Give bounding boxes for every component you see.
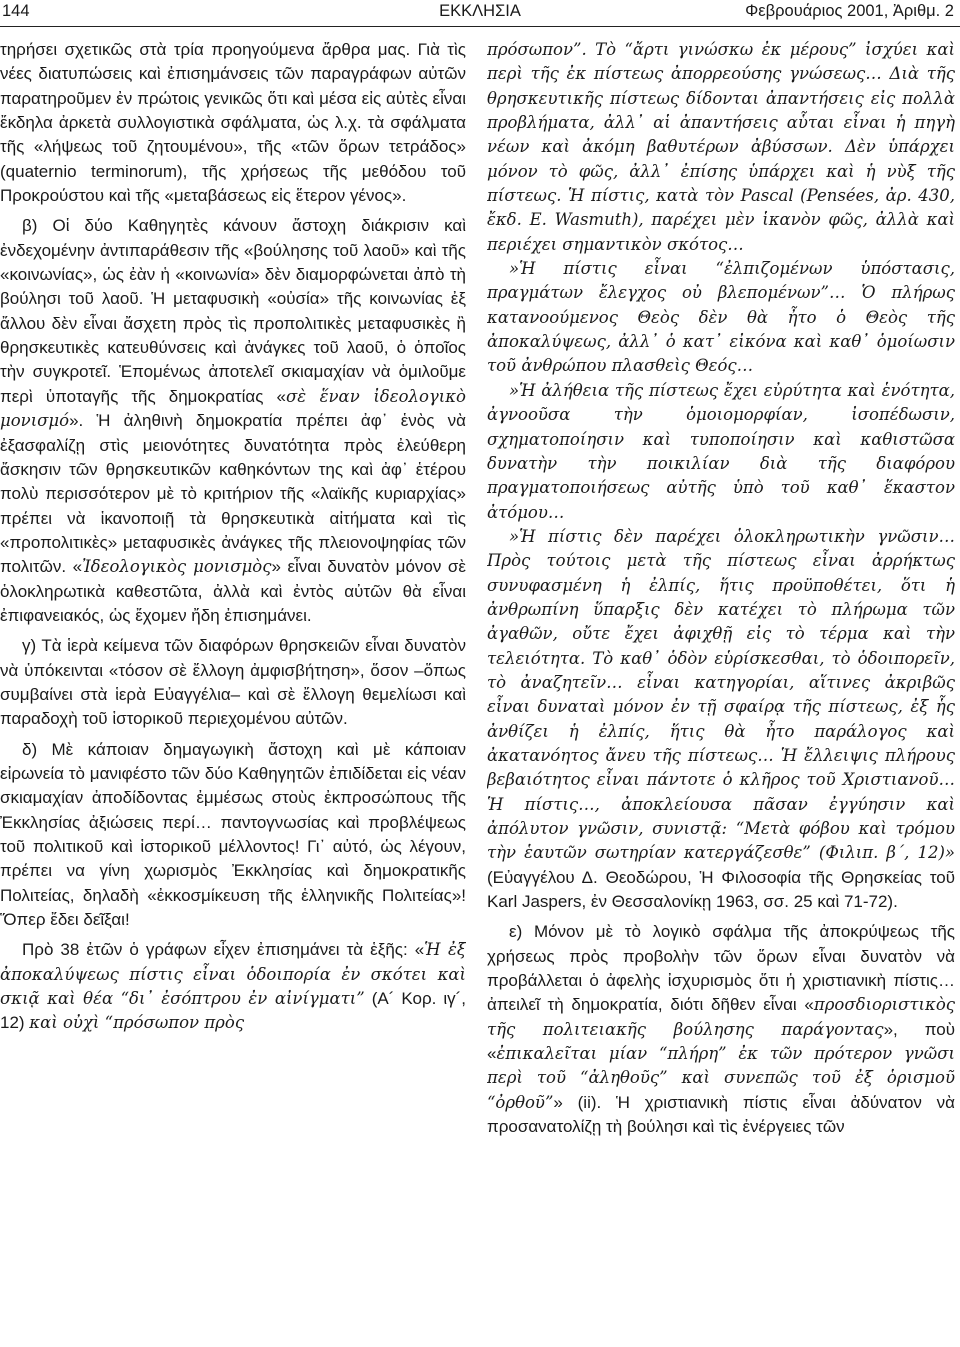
quote-paragraph: »Ἡ πίστις δὲν παρέχει ὁλοκληρωτικὴν γνῶσιν… Πρὸς τούτοις μετὰ τῆς πίστεως εἶναι ἀρρήκτως συνυφασμένη ἡ ἐλπίς, ἥτις προϋποθέτει, ὅτι ἡ ἀνθρωπίνη ὕπαρξις δὲν κατέχει τὸ πλήρωμα τῶν ἀγαθῶν, οὔτε ἔχει ἀφιχθῇ εἰς τὸ τέρμα καὶ τὴν τελειότητα. Τὸ καθ᾽ ὁδὸν εὑρίσκεσθαι, τὸ ὁδοιπορεῖν, τὸ ἀναζητεῖν… εἶναι κατηγορίαι, αἵτινες ἀκριβῶς εἶναι δυναταὶ μόνον ἐν τῇ σφαίρᾳ τῆς πίστεως, ἐξ ἧς ἀνθίζει ἡ ἐλπίς, ἥτις θὰ ἦτο παράλογος καὶ ἀκατανόητος ἄνευ τῆς πίστεως… Ἡ ἔλλειψις πλήρους βεβαιότητος εἶναι πάντοτε ὁ κλῆρος τοῦ Χριστιανοῦ… Ἡ πίστις…, ἀποκλείουσα πᾶσαν ἐγγύησιν καὶ ἀπόλυτον γνῶσιν, συνιστᾷ: “Μετὰ φόβου καὶ τρόμου τὴν ἑαυτῶν σωτηρίαν κατεργάζεσθε” (Φιλιπ. β´, 12)» (Εὐαγγέλου Δ. Θεοδώρου, Ἡ Φιλοσοφία τῆς Θρησκείας τοῦ Karl Jaspers, ἐν Θεσσαλονίκῃ 1963, σσ. 25 καὶ 71-72). (487, 526, 955, 912)
quote-paragraph: πρόσωπον”. Τὸ “ἄρτι γινώσκω ἐκ μέρους” ἰσχύει καὶ περὶ τῆς ἐκ πίστεως ἀπορρεούσης γνώσεως… Διὰ τῆς θρησκευτικῆς πίστεως δίδονται ἀπαντήσεις εἰς πολλὰ προβλήματα, ἀλλ᾽ αἱ ἀπαντήσεις αὗται εἶναι ἡ πηγὴ νέων καὶ ἀκόμη βαθυτέρων ἀβύσσων. Δὲν ὑπάρχει μόνον τὸ φῶς, ἀλλ᾽ ἐπίσης ὑπάρχει καὶ ἡ νὺξ τῆς πίστεως. Ἡ πίστις, κατὰ τὸν Pascal (Pensées, ἀρ. 430, ἔκδ. E. Wasmuth), παρέχει μὲν ἱκανὸν φῶς, ἀλλὰ καὶ περιέχει σημαντικὸν σκότος… (487, 40, 955, 254)
magazine-title: ΕΚΚΛΗΣΙΑ (439, 2, 521, 20)
right-column (487, 38, 955, 1343)
page-number: 144 (2, 2, 30, 20)
running-header (0, 0, 960, 27)
paragraph-delta: δ) Μὲ κάποιαν δημαγωγικὴ ἄστοχη καὶ μὲ κάποιαν εἰρωνεία τὸ μανιφέστο τῶν δύο Καθηγητῶν ἐπιδίδεται εἰς νέαν σκιαμαχίαν ἀποδίδοντας ἐμμέσως στοὺς ἐκπροσώπους τῆς Ἐκκλησίας ἀξιώσεις περί… παντογνωσίας καὶ προβλέψεως τοῦ πολιτικοῦ καὶ ἱστορικοῦ μέλλοντος! Γι᾽ αὐτό, ὡς λέγουν, πρέπει να γίνη χωρισμὸς Ἐκκλησίας καὶ δημοκρατικῆς Πολιτείας, δηλαδὴ «ἐκκοσμίκευση τῆς ἑλληνικῆς Πολιτείας»! Ὅπερ ἔδει δεῖξαι! (0, 739, 466, 930)
paragraph-beta: β) Οἱ δύο Καθηγητὲς κάνουν ἄστοχη διάκρισιν καὶ ἐνδεχομένην ἀντιπαράθεσιν τῆς «βούλησης τοῦ λαοῦ» καὶ τῆς «κοινωνίας», ὡς ἐὰν ἡ «κοινωνία» δὲν διαμορφώνεται ἀπὸ τὴ βούλησι τοῦ λαοῦ. Ἡ μεταφυσικὴ «οὐσία» τῆς κοινωνίας ἐξ ἄλλου δὲν εἶναι ἄσχετη πρὸς τὶς προπολιτικὲς μεταφυσικὲς ἢ θρησκευτικὲς κατευθύνσεις καὶ ἀνάγκες τοῦ λαοῦ, ὁ ὁποῖος τὴν συγκροτεῖ. Ἑπομένως ἀποτελεῖ σκιαμαχίαν νὰ ὁμιλοῦμε περὶ ὑποταγῆς τῆς δημοκρατίας «σὲ ἕναν ἰδεολογικὸ μονισμό». Ἡ ἀληθινὴ δημοκρατία πρέπει ἀφ᾽ ἑνὸς νὰ ἐξασφαλίζῃ στὶς μειονότητες δυνατότητα πρὸς ἐλεύθερη ἄσκησιν τῶν θρησκευτικῶν καθηκόντων της καὶ ἀφ᾽ ἑτέρου πολὺ περισσότερον μὲ τὸ κριτήριον τῆς «λαϊκῆς κυριαρχίας» πρέπει νὰ ἱκανοποιῇ τὰ θρησκευτικὰ αἰτήματα καὶ τὶς «προπολιτικὲς» μεταφυσικὲς ἀνάγκες τῆς πλειονοψηφίας τῶν πολιτῶν. «Ἰδεολογικὸς μονισμὸς» εἶναι δυνατὸν μόνον σὲ ὁλοκληρωτικὰ καθεστῶτα, ἀλλὰ καὶ ἐντὸς αὐτῶν θὰ εἶναι ἐπιφανειακός, ὡς ἔχομεν ἤδη ἐπισημάνει. (0, 216, 466, 625)
paragraph: τηρήσει σχετικῶς στὰ τρία προηγούμενα ἄρθρα μας. Γιὰ τὶς νέες διατυπώσεις καὶ ἐπισημάνσεις τῶν παραγράφων αὐτῶν παρατηροῦμεν ἐν πρώτοις γενικῶς ὅτι καὶ μέσα εἰς αὐτὲς εἶναι ἔκδηλα ἀρκετὰ συλλογιστικὰ σφάλματα, ὡς λ.χ. τὰ σφάλματα τῆς «λήψεως τοῦ ζητουμένου», τῆς «τῶν ὅρων τετράδος» (quaternio terminorum), τῆς χρήσεως τῆς μεθόδου τοῦ Προκρούστου καὶ τῆς «μεταβάσεως εἰς ἕτερον γένος». (0, 40, 466, 206)
quote-paragraph: »Ἡ ἀλήθεια τῆς πίστεως ἔχει εὐρύτητα καὶ ἑνότητα, ἀγνοοῦσα τὴν ὁμοιομορφίαν, ἰσοπέδωσιν, σχηματοποίησιν καὶ τυποποίησιν καὶ καθιστῶσα δυνατὴν τὴν ποικιλίαν διὰ τῆς διαφόρου πραγματοποιήσεως αὐτῆς ὑπὸ τοῦ καθ᾽ ἕκαστον ἀτόμου… (487, 380, 955, 522)
left-column (0, 38, 466, 1343)
quote-paragraph: »Ἡ πίστις εἶναι “ἐλπιζομένων ὑπόστασις, πραγμάτων ἔλεγχος οὐ βλεπομένων”… Ὁ πλήρως κατανοούμενος Θεὸς δὲν θὰ ἦτο ὁ Θεὸς τῆς ἀποκαλύψεως, ἀλλ᾽ ὁ κατ᾽ εἰκόνα καὶ καθ᾽ ὁμοίωσιν τοῦ ἀνθρώπου πλασθεὶς Θεός… (487, 259, 955, 376)
issue-date: Φεβρουάριος 2001, Ἀριθμ. 2 (745, 2, 954, 20)
paragraph-quote-intro: Πρὸ 38 ἐτῶν ὁ γράφων εἶχεν ἐπισημάνει τὰ ἑξῆς: «Ἡ ἐξ ἀποκαλύψεως πίστις εἶναι ὁδοιπορία ἐν σκότει καὶ σκιᾷ καὶ θέα “δι᾽ ἐσόπτρου ἐν αἰνίγματι” (Α´ Κορ. ιγ´, 12) καὶ οὐχὶ “πρόσωπον πρὸς (0, 940, 466, 1033)
paragraph-epsilon: ε) Μόνον μὲ τὸ λογικὸ σφάλμα τῆς ἀποκρύψεως τῆς χρήσεως πρὸς προβολὴν τῶν ὅρων εἶναι δυνατὸν νὰ προβάλλεται ὁ ἀφελὴς ἰσχυρισμὸς ὅτι ἡ χριστιανικὴ πίστις… ἀπειλεῖ τὴ δημοκρατία, διότι δῆθεν εἶναι «προσδιοριστικὸς τῆς πολιτειακῆς βούλησης παράγοντας», ποὺ «ἐπικαλεῖται μίαν “πλήρη” ἐκ τῶν πρότερον γνῶσι περὶ τοῦ “ἀληθοῦς” καὶ συνεπῶς τοῦ ἐξ ὁρισμοῦ “ὀρθοῦ”» (ii). Ἡ χριστιανικὴ πίστις εἶναι ἀδύνατον νὰ προσανατολίζῃ τὴ βούλησι καὶ τὶς ἐνέργειες τῶν (487, 922, 955, 1137)
paragraph-gamma: γ) Τὰ ἱερὰ κείμενα τῶν διαφόρων θρησκειῶν εἶναι δυνατὸν νὰ ὑπόκεινται «τόσον σὲ ἔλλογη ἀμφισβήτηση», ὅσον –ὅπως συμβαίνει στὰ ἱερὰ Εὐαγγέλια– καὶ σὲ ἔλλογη θεμελίωσι καὶ παραδοχὴ τοῦ ἱστορικοῦ περιεχομένου αὐτῶν. (0, 636, 466, 729)
